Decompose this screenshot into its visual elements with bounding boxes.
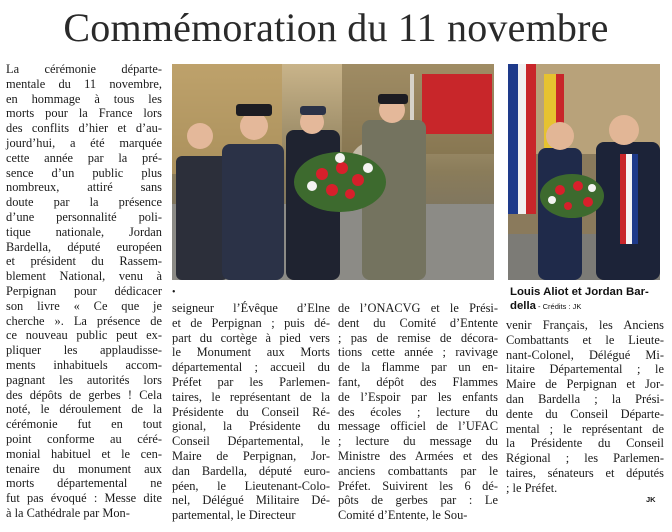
text-line: dan Bardella ; la Prési- <box>506 391 664 406</box>
text-line: cherche ». La présence de <box>6 313 162 328</box>
text-line: en hommage à tous les <box>6 91 162 106</box>
text-line: fut pas évoqué : Messe dite <box>6 491 162 506</box>
text-line: jourd’hui, a été marquée <box>6 135 162 150</box>
text-line: et de Perpignan ; puis dé- <box>172 315 330 330</box>
text-line: et président du Rassem- <box>6 254 162 269</box>
text-line: morts pour la France lors <box>6 106 162 121</box>
text-line: pôts de gerbes par : Le <box>338 493 498 508</box>
caption-line: della <box>510 300 536 312</box>
text-line: dent du Comité d’Entente <box>338 315 498 330</box>
text-line: tique nationale, Jordan <box>6 224 162 239</box>
text-line: ments inhabituels accom- <box>6 357 162 372</box>
text-line: Perpignan pour dédicacer <box>6 283 162 298</box>
column-bullet: • <box>172 287 176 298</box>
photo-credit: - Crédits : JK <box>535 302 582 311</box>
text-line: Maire de Perpignan, Jor- <box>172 448 330 463</box>
text-line: noté, le déroulement de la <box>6 402 162 417</box>
text-line: péen, le Lieutenant-Colo- <box>172 478 330 493</box>
text-line: fant, dépôt des Flammes <box>338 374 498 389</box>
text-line: Comité d’Entente, le Sou- <box>338 508 468 523</box>
text-line: tenaire du monument aux <box>6 461 162 476</box>
text-line: ; lecture du message du <box>338 434 498 449</box>
text-line: venir Français, les Anciens <box>506 318 664 332</box>
article-column-3 <box>338 301 498 523</box>
text-line: point conforme au céré- <box>6 431 162 446</box>
text-line: nel, Délégué Militaire Dé- <box>172 493 330 508</box>
text-line: gional, la Présidente du <box>172 419 330 434</box>
text-line: pagnant les autorités lors <box>6 372 162 387</box>
article-title: Commémoration du 11 novembre <box>63 5 609 50</box>
text-line: des écoles ; lecture du <box>338 404 498 419</box>
text-line: Maire de Perpignan et Jor- <box>506 377 664 392</box>
author-signature: JK <box>646 495 656 504</box>
article-column-1 <box>6 62 162 521</box>
photo-caption <box>510 285 670 314</box>
text-line: son livre « Ce que je <box>6 298 162 313</box>
text-line: des dépôts de gerbes ! Cela <box>6 387 162 402</box>
text-line: ; pas de remise de décora- <box>338 330 498 345</box>
text-line: Préfet. Suivirent les 6 dé- <box>338 478 498 493</box>
text-line: nant-Colonel, Délégué Mi- <box>506 347 664 362</box>
text-line: sence d’un public plus <box>6 165 162 180</box>
text-line: pliquer les applaudisse- <box>6 343 162 358</box>
text-line: ce nouveau public peut ex- <box>6 328 162 343</box>
text-line: de l’Espoir par les enfants <box>338 389 498 404</box>
text-line: mental ; le représentant de <box>506 421 664 436</box>
text-line: ; le Préfet. <box>506 480 558 495</box>
text-line: des conflits d’hier et d’au- <box>6 121 162 136</box>
text-line: part du cortège à pied vers <box>172 330 330 345</box>
text-line: litaire Départemental ; le <box>506 362 664 377</box>
ceremony-photo-wreath <box>172 64 494 280</box>
text-line: mentale du 11 novembre, <box>6 76 162 91</box>
text-line: cette année par la pré- <box>6 150 162 165</box>
text-line: Conseil Départemental, le <box>172 434 330 449</box>
text-line: nombreux, attiré sans <box>6 180 162 195</box>
text-line: Présidente du Conseil Ré- <box>172 404 330 419</box>
text-line: dente du Conseil Départe- <box>506 406 664 421</box>
article-column-2 <box>172 301 330 523</box>
text-line: de l’ONACVG et le Prési- <box>338 301 498 315</box>
text-line: Bardella, député européen <box>6 239 162 254</box>
text-line: le Monument aux Morts <box>172 345 330 360</box>
text-line: d’une personnalité poli- <box>6 209 162 224</box>
text-line: Combattants et le Lieute- <box>506 332 664 347</box>
text-line: taires, le représentant de la <box>172 389 330 404</box>
text-line: dan Bardella, député euro- <box>172 463 330 478</box>
text-line: tions cette année ; ravivage <box>338 345 498 360</box>
text-line: Ministre des Armées et des <box>338 448 498 463</box>
text-line: doute par la présence <box>6 195 162 210</box>
text-line: départemental ; accueil du <box>172 360 330 375</box>
caption-line: Louis Aliot et Jordan Bar- <box>510 286 649 298</box>
text-line: partemental, le Directeur <box>172 508 296 523</box>
text-line: Régional ; les Parlemen- <box>506 451 664 466</box>
text-line: blement National, venu à <box>6 269 162 284</box>
text-line: seigneur l’Évêque d’Elne <box>172 301 330 315</box>
aliot-bardella-photo <box>508 64 660 280</box>
text-line: morts départemental ne <box>6 476 162 491</box>
text-line: Préfet par les Parlemen- <box>172 374 330 389</box>
text-line: la Présidente du Conseil <box>506 436 664 451</box>
text-line: La cérémonie départe- <box>6 62 162 76</box>
text-line: taires, sénateurs et députés <box>506 465 664 480</box>
text-line: de la flamme par un en- <box>338 360 498 375</box>
text-line: à la Cathédrale par Mon- <box>6 505 130 520</box>
text-line: cérémonie fut en tout <box>6 417 162 432</box>
text-line: message officiel de l’UFAC <box>338 419 498 434</box>
article-column-4 <box>506 318 664 496</box>
text-line: anciens combattants par le <box>338 463 498 478</box>
text-line: monial habituel et le cen- <box>6 446 162 461</box>
